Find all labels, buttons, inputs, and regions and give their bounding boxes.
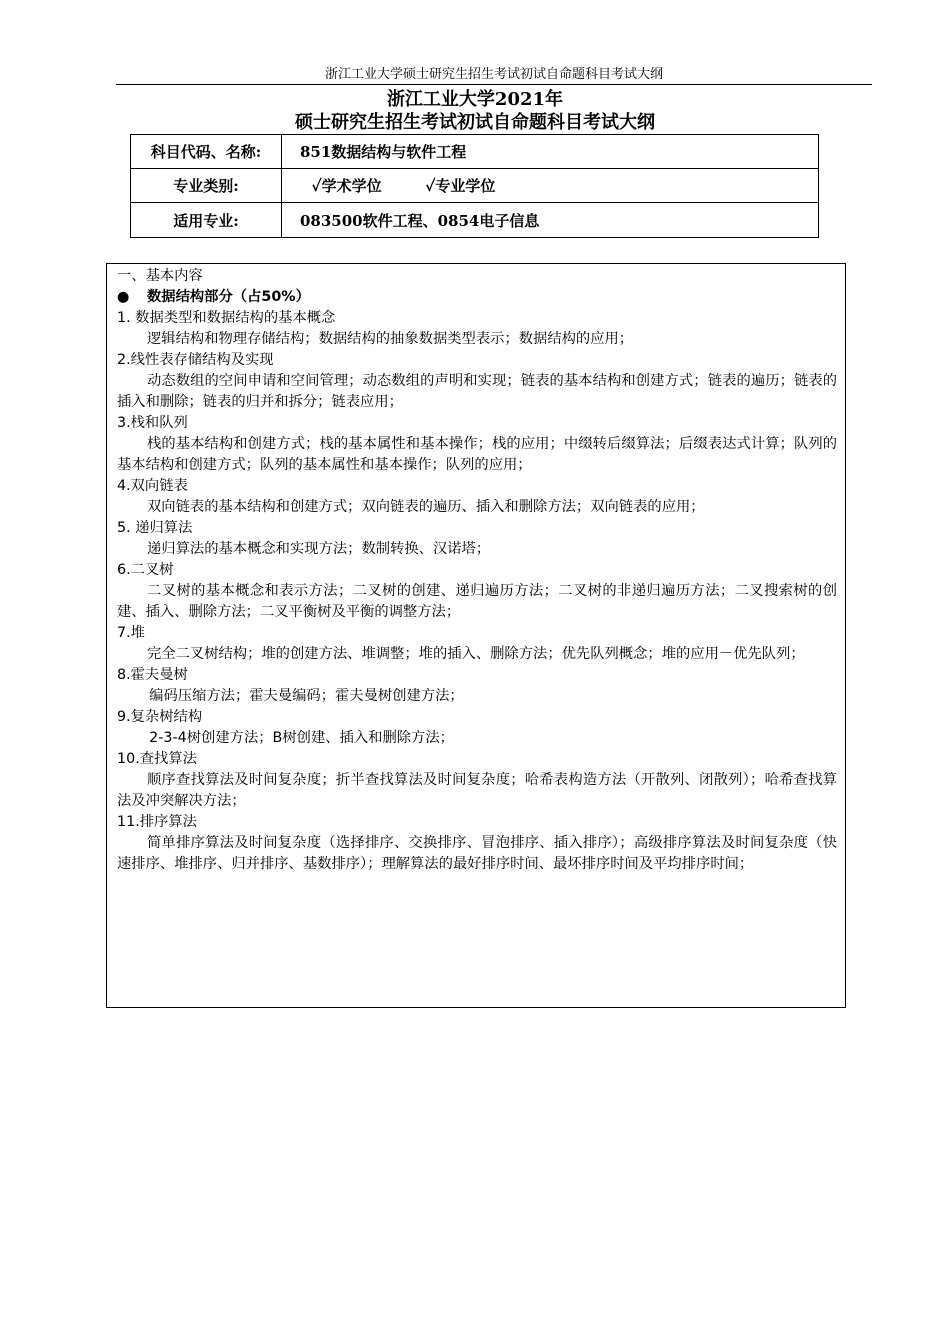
- item-body: 二叉树的基本概念和表示方法；二叉树的创建、递归遍历方法；二叉树的非递归遍历方法；二叉搜索树的创建、插入、删除方法；二叉平衡树及平衡的调整方法；: [117, 583, 837, 620]
- bullet-icon: ●: [117, 289, 130, 305]
- subject-label: 科目代码、名称:: [131, 135, 282, 169]
- subject-value: 851数据结构与软件工程: [282, 135, 819, 169]
- item-body: 顺序查找算法及时间复杂度；折半查找算法及时间复杂度；哈希表构造方法（开散列、闭散列）；哈希查找算法及冲突解决方法；: [117, 772, 837, 809]
- major-value: 083500软件工程、0854电子信息: [282, 203, 819, 238]
- item-heading: 9.复杂树结构: [117, 709, 203, 725]
- item-body: 双向链表的基本结构和创建方式；双向链表的遍历、插入和删除方法；双向链表的应用；: [147, 499, 705, 515]
- subject-info-table: [130, 134, 819, 238]
- category-row: [131, 169, 819, 203]
- major-label: 适用专业:: [131, 203, 282, 238]
- item-heading: 11.排序算法: [117, 814, 197, 830]
- item-heading: 2.线性表存储结构及实现: [117, 352, 274, 368]
- item-heading: 1. 数据类型和数据结构的基本概念: [117, 310, 336, 326]
- professional-degree-check: ✓专业学位: [425, 177, 496, 195]
- item-body: 逻辑结构和物理存储结构；数据结构的抽象数据类型表示；数据结构的应用；: [147, 331, 634, 347]
- syllabus-content-box: [106, 263, 846, 1008]
- item-body: 动态数组的空间申请和空间管理；动态数组的声明和实现；链表的基本结构和创建方式；链表的遍历；链表的插入和删除；链表的归并和拆分；链表应用；: [117, 373, 837, 410]
- major-row: [131, 203, 819, 238]
- item-heading: 10.查找算法: [117, 751, 197, 767]
- item-heading: 6.二叉树: [117, 562, 174, 578]
- item-heading: 4.双向链表: [117, 478, 188, 494]
- running-header: 浙江工业大学硕士研究生招生考试初试自命题科目考试大纲: [116, 66, 872, 85]
- item-body: 2-3-4树创建方法；B树创建、插入和删除方法；: [149, 730, 454, 746]
- bullet-title: 数据结构部分（占50%）: [147, 289, 310, 305]
- category-label: 专业类别:: [131, 169, 282, 203]
- bullet-heading: [117, 287, 837, 308]
- category-value: [282, 169, 819, 203]
- document-title-line2: 硕士研究生招生考试初试自命题科目考试大纲: [295, 112, 655, 133]
- item-heading: 5. 递归算法: [117, 520, 193, 536]
- section-title: 一、基本内容: [117, 268, 203, 284]
- item-body: 编码压缩方法；霍夫曼编码；霍夫曼树创建方法；: [149, 688, 464, 704]
- item-body: 完全二叉树结构；堆的创建方法、堆调整；堆的插入、删除方法；优先队列概念；堆的应用－优先队列；: [147, 646, 805, 662]
- item-heading: 8.霍夫曼树: [117, 667, 188, 683]
- item-body: 简单排序算法及时间复杂度（选择排序、交换排序、冒泡排序、插入排序）；高级排序算法及时间复杂度（快速排序、堆排序、归并排序、基数排序）；理解算法的最好排序时间、最坏排序时间及平均排序时间；: [117, 835, 837, 872]
- document-title-line1: 浙江工业大学2021年: [386, 89, 564, 110]
- subject-row: [131, 135, 819, 169]
- academic-degree-check: ✓学术学位: [312, 177, 382, 195]
- item-heading: 3.栈和队列: [117, 415, 188, 431]
- item-body: 递归算法的基本概念和实现方法；数制转换、汉诺塔；: [147, 541, 491, 557]
- item-heading: 7.堆: [117, 625, 145, 641]
- item-body: 栈的基本结构和创建方式；栈的基本属性和基本操作；栈的应用；中缀转后缀算法；后缀表达式计算；队列的基本结构和创建方式；队列的基本属性和基本操作；队列的应用；: [117, 436, 837, 473]
